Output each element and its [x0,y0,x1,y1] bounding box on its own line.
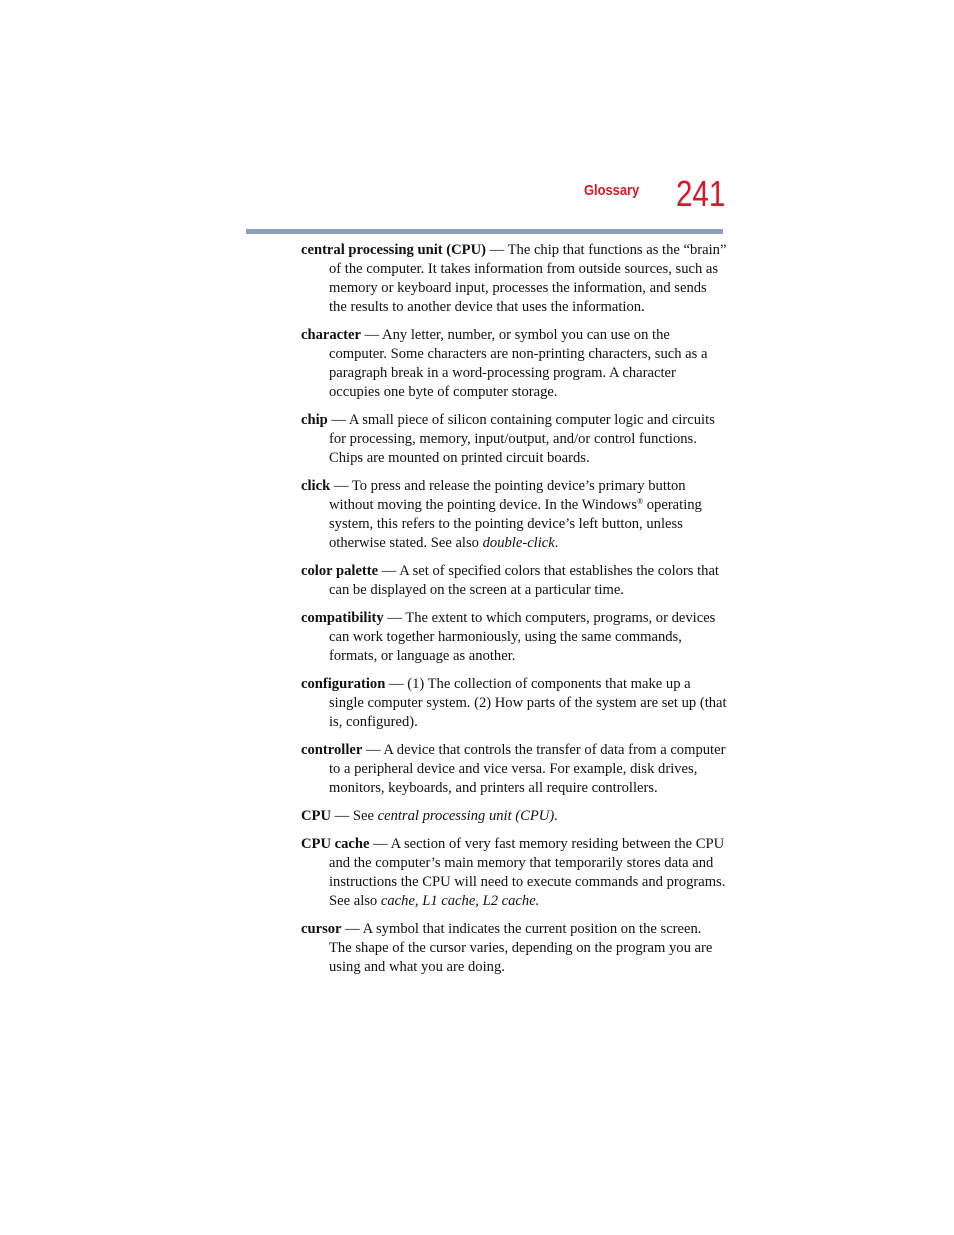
glossary-entry-character [301,326,727,402]
glossary-entry-cpu [301,807,727,826]
glossary-entry-compatibility [301,609,727,666]
entry-definition: — To press and release the pointing device’s primary button without moving the pointing device. In the Windows [329,478,686,513]
glossary-entry-controller [301,741,727,798]
glossary-entry-cpu-cache [301,835,727,911]
entry-definition: — A section of very fast memory residing between the CPU and the computer’s main memory that temporarily stores data and instructions the CPU will need to execute commands and programs. See also [329,836,726,909]
entry-term: compatibility [301,610,384,626]
entry-term: character [301,327,361,343]
entry-term: configuration [301,676,386,692]
entry-definition: — A small piece of silicon containing computer logic and circuits for processing, memory, input/output, and/or control functions. Chips are mounted on printed circuit boards. [327,412,715,466]
glossary-entry-central-processing-unit [301,241,727,317]
entry-term: cursor [301,921,342,937]
entry-term: central processing unit (CPU) [301,242,486,258]
entry-definition: — A symbol that indicates the current position on the screen. The shape of the cursor varies, depending on the program you are using and what you are doing. [329,921,713,975]
entry-tail: . [554,535,559,551]
glossary-entry-configuration [301,675,727,732]
header-divider [246,229,723,234]
cross-reference: central processing unit (CPU). [377,808,558,824]
entry-definition: — A set of specified colors that establishes the colors that can be displayed on the screen at a particular time. [329,563,719,598]
page-header [0,0,954,240]
glossary-entry-color-palette [301,562,727,600]
entry-term: CPU [301,808,331,824]
entry-definition: — (1) The collection of components that make up a single computer system. (2) How parts of the system are set up (that is, configured). [329,676,727,730]
entry-term: click [301,478,331,494]
entry-definition: — The chip that functions as the “brain” of the computer. It takes information from outside sources, such as memory or keyboard input, processes the information, and sends the results to another device that uses the information. [329,242,727,315]
entry-term: color palette [301,563,379,579]
entry-term: chip [301,412,328,428]
cross-reference: cache, L1 cache, L2 cache. [380,893,540,909]
entry-definition: — Any letter, number, or symbol you can use on the computer. Some characters are non-printing characters, such as a paragraph break in a word-processing program. A character occupies one byte of computer storage. [329,327,708,400]
entry-definition: — A device that controls the transfer of data from a computer to a peripheral device and vice versa. For example, disk drives, monitors, keyboards, and printers all require controllers. [329,742,726,796]
glossary-entry-chip [301,411,727,468]
entry-definition-continued: operating system, this refers to the pointing device’s left button, unless otherwise stated. See also [329,497,702,551]
entry-definition: — See [331,808,378,824]
entry-term: CPU cache [301,836,370,852]
glossary-entries [301,241,727,986]
glossary-entry-cursor [301,920,727,977]
cross-reference: double-click [482,535,555,551]
entry-definition: — The extent to which computers, programs, or devices can work together harmoniously, using the same commands, formats, or language as another. [329,610,716,664]
glossary-entry-click [301,477,727,553]
registered-mark: ® [637,497,644,506]
page-number: 241 [676,173,726,214]
entry-term: controller [301,742,363,758]
section-title: Glossary [584,182,640,199]
